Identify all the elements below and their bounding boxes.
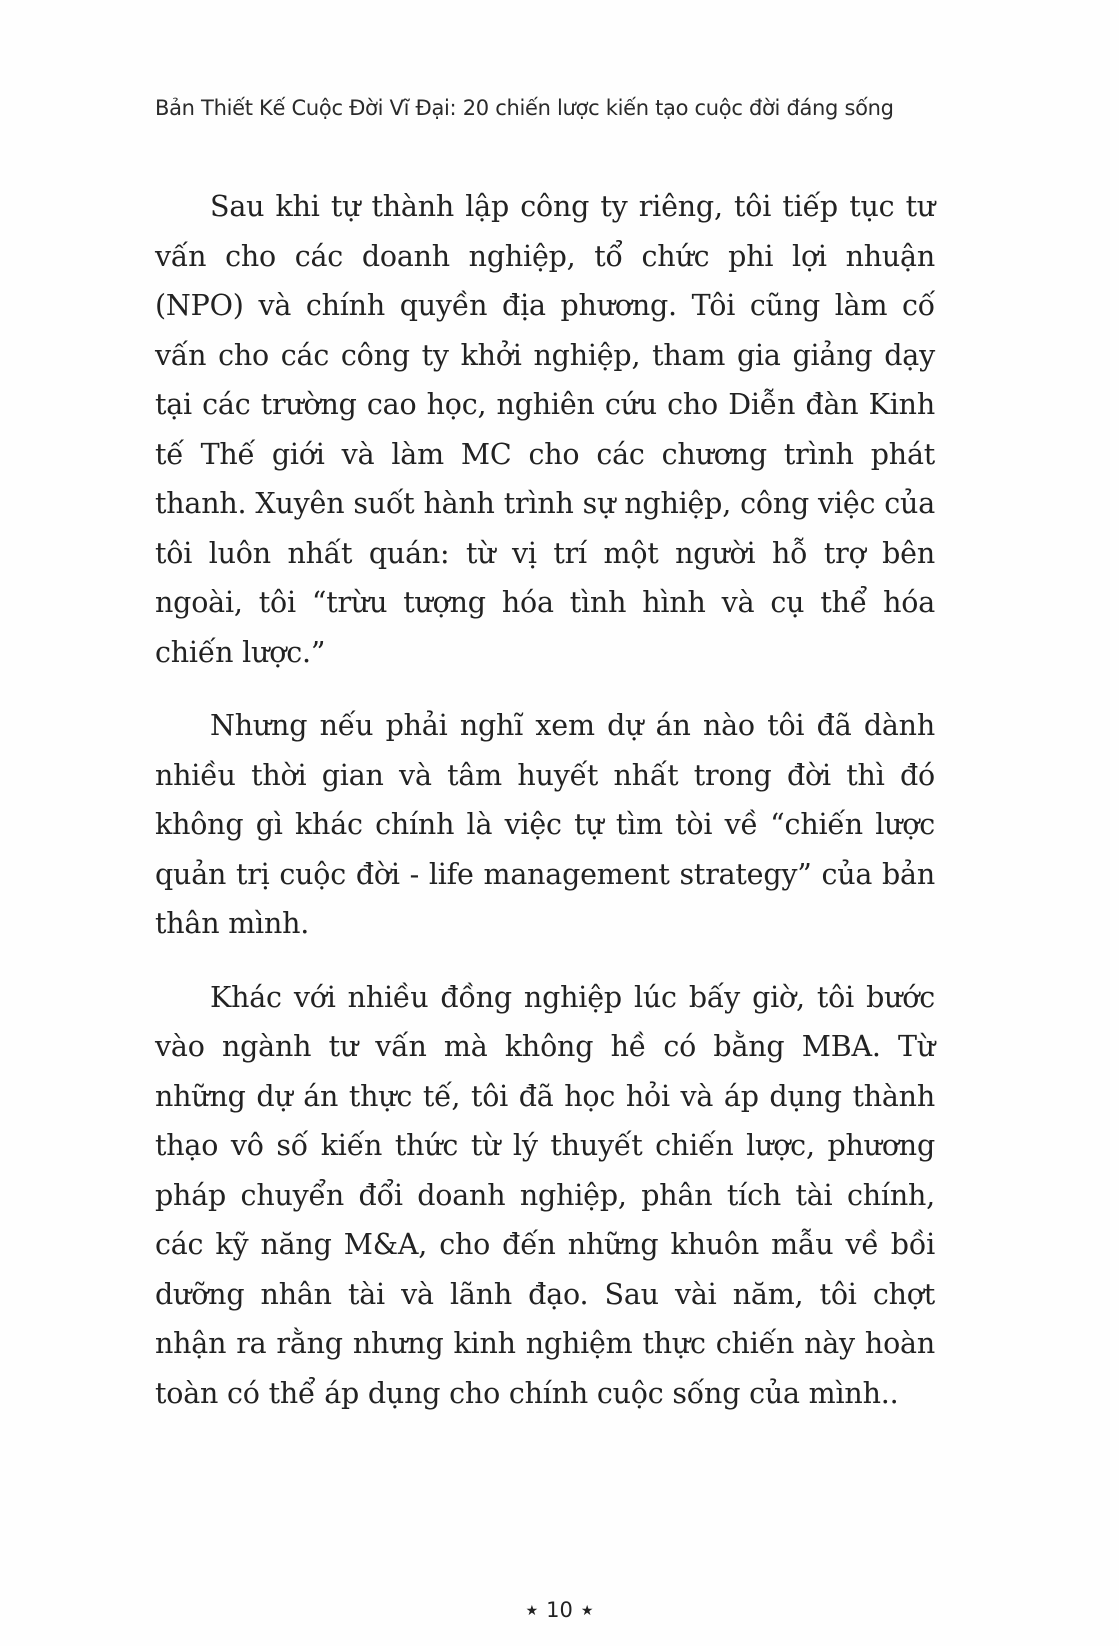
star-ornament-right: ★ <box>580 1603 594 1619</box>
paragraph-1: Sau khi tự thành lập công ty riêng, tôi tiếp tục tư vấn cho các doanh nghiệp, tổ chức phi lợi nhuận (NPO) và chính quyền địa phương. Tôi cũng làm cố vấn cho các công ty khởi nghiệp, tham gia giảng dạy tại các trường cao học, nghiên cứu cho Diễn đàn Kinh tế Thế giới và làm MC cho các chương trình phát thanh. Xuyên suốt hành trình sự nghiệp, công việc của tôi luôn nhất quán: từ vị trí một người hỗ trợ bên ngoài, tôi “trừu tượng hóa tình hình và cụ thể hóa chiến lược.” <box>155 190 935 669</box>
page-footer <box>0 1598 1119 1622</box>
paragraph-2: Nhưng nếu phải nghĩ xem dự án nào tôi đã dành nhiều thời gian và tâm huyết nhất trong đời thì đó không gì khác chính là việc tự tìm tòi về “chiến lược quản trị cuộc đời - life management strategy” của bản thân mình. <box>155 709 935 940</box>
paragraph-3: Khác với nhiều đồng nghiệp lúc bấy giờ, tôi bước vào ngành tư vấn mà không hề có bằng MBA. Từ những dự án thực tế, tôi đã học hỏi và áp dụng thành thạo vô số kiến thức từ lý thuyết chiến lược, phương pháp chuyển đổi doanh nghiệp, phân tích tài chính, các kỹ năng M&A, cho đến những khuôn mẫu về bồi dưỡng nhân tài và lãnh đạo. Sau vài năm, tôi chợt nhận ra rằng nhưng kinh nghiệm thực chiến này hoàn toàn có thể áp dụng cho chính cuộc sống của mình.. <box>155 980 935 1410</box>
star-ornament-left: ★ <box>525 1603 539 1619</box>
running-header: Bản Thiết Kế Cuộc Đời Vĩ Đại: 20 chiến lược kiến tạo cuộc đời đáng sống <box>155 96 894 120</box>
page-number: 10 <box>546 1598 573 1622</box>
body-text <box>155 182 935 1442</box>
